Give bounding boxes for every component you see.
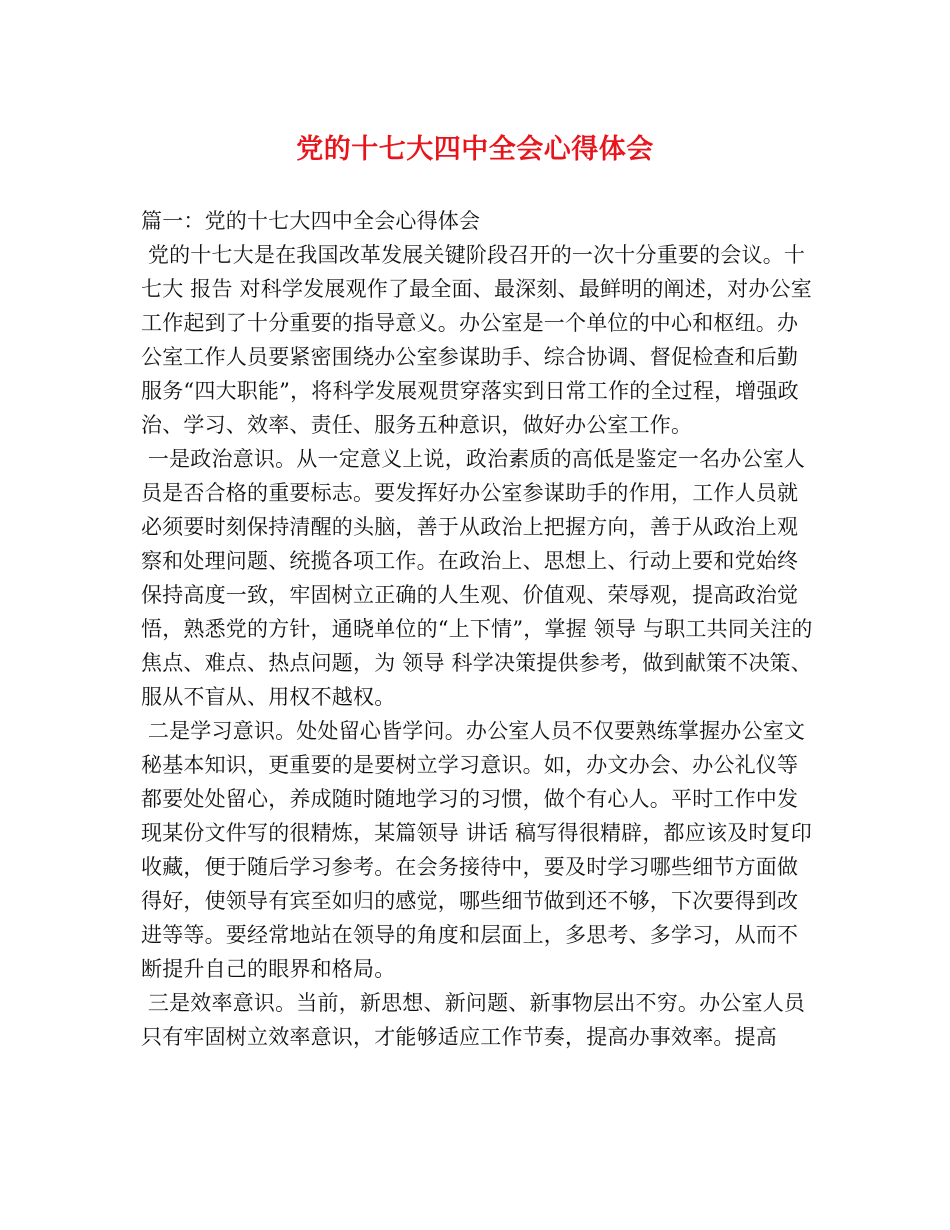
paragraph-political-awareness: 一是政治意识。从一定意义上说，政治素质的高低是鉴定一名办公室人员是否合格的重要标志。要发挥好办公室参谋助手的作用，工作人员就必须要时刻保持清醒的头脑，善于从政治上把握方向，善于从政治上观察和处理问题、统揽各项工作。在政治上、思想上、行动上要和党始终保持高度一致，牢固树立正确的人生观、价值观、荣辱观，提高政治觉悟，熟悉党的方针，通晓单位的“上下情”，掌握 领导 与职工共同关注的焦点、难点、热点问题，为 领导 科学决策提供参考，做到献策不决策、服从不盲从、用权不越权。 xyxy=(141,447,813,709)
paragraph-learning-awareness: 二是学习意识。处处留心皆学问。办公室人员不仅要熟练掌握办公室文秘基本知识，更重要的是要树立学习意识。如，办文办会、办公礼仪等都要处处留心，养成随时随地学习的习惯，做个有心人。平时工作中发现某份文件写的很精炼，某篇领导 讲话 稿写得很精辟，都应该及时复印收藏，便于随后学习参考。在会务接待中，要及时学习哪些细节方面做得好，使领导有宾至如归的感觉，哪些细节做到还不够，下次要得到改进等等。要经常地站在领导的角度和层面上，多思考、多学习，从而不断提升自己的眼界和格局。 xyxy=(141,719,812,981)
paragraph-efficiency-awareness: 三是效率意识。当前，新思想、新问题、新事物层出不穷。办公室人员只有牢固树立效率意识，才能够适应工作节奏，提高办事效率。提高 xyxy=(141,991,806,1049)
section-heading: 篇一：党的十七大四中全会心得体会 xyxy=(141,209,481,233)
document-body xyxy=(141,204,813,1054)
paragraph-intro: 党的十七大是在我国改革发展关键阶段召开的一次十分重要的会议。十七大 报告 对科学发展观作了最全面、最深刻、最鲜明的阐述，对办公室工作起到了十分重要的指导意义。办公室是一个单位的中心和枢纽。办公室工作人员要紧密围绕办公室参谋助手、综合协调、督促检查和后勤服务“四大职能”，将科学发展观贯穿落实到日常工作的全过程，增强政治、学习、效率、责任、服务五种意识，做好办公室工作。 xyxy=(141,243,812,437)
document-title: 党的十七大四中全会心得体会 xyxy=(296,134,654,165)
